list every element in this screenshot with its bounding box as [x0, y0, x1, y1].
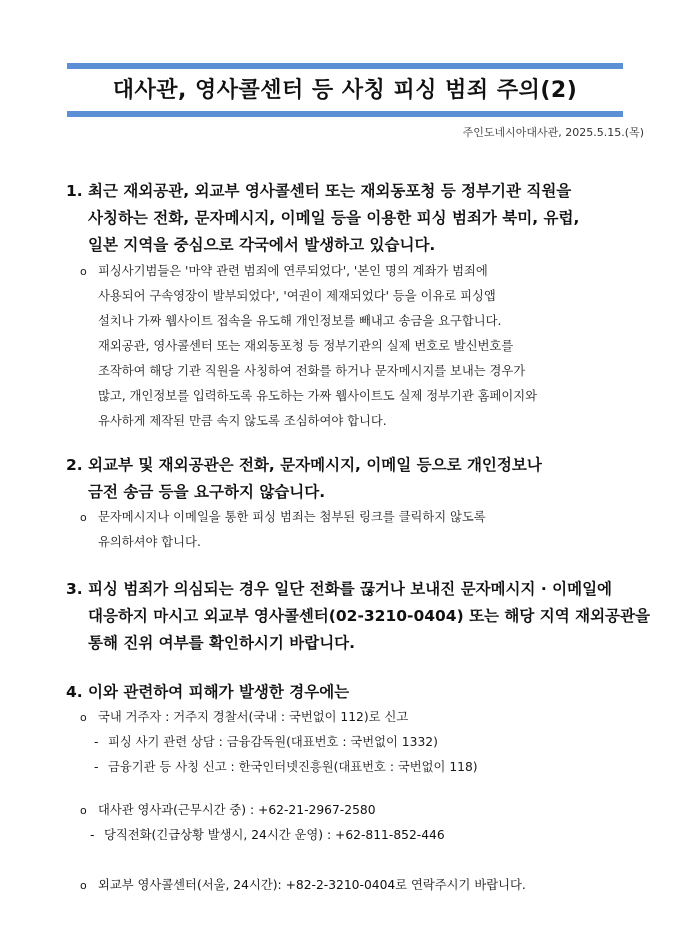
- section-number: 1.: [66, 182, 83, 200]
- contact-item: [80, 873, 526, 898]
- heading-line: 이와 관련하여 피해가 발생한 경우에는: [88, 683, 350, 701]
- section-number: 2.: [66, 456, 83, 474]
- item-text: 국내 거주자 : 거주지 경찰서(국내 : 국번없이 112)로 신고: [98, 710, 409, 724]
- list-item: [80, 730, 478, 755]
- issuer-date: 주인도네시아대사관, 2025.5.15.(목): [462, 126, 644, 139]
- heading-line: 통해 진위 여부를 확인하시기 바랍니다.: [88, 634, 356, 652]
- bullet-circle-icon: o: [80, 511, 87, 524]
- contact-text: 당직전화(긴급상황 발생시, 24시간 운영) : +62-811-852-446: [104, 828, 445, 842]
- list-item: [80, 755, 478, 780]
- title-bottom-rule: [67, 111, 623, 117]
- heading-line: 대응하지 마시고 외교부 영사콜센터(02-3210-0404) 또는 해당 지역 재외공관을: [88, 607, 650, 625]
- body-line: 피싱사기범들은 '마약 관련 범죄에 연루되었다', '본인 명의 계좌가 범죄에: [98, 264, 488, 278]
- body-line: 조작하여 해당 기관 직원을 사칭하여 전화를 하거나 문자메시지를 보내는 경우가: [98, 364, 526, 378]
- bullet-dash-icon: -: [90, 828, 95, 842]
- heading-line: 금전 송금 등을 요구하지 않습니다.: [88, 483, 326, 501]
- section-3-heading: [66, 576, 650, 657]
- heading-line: 피싱 범죄가 의심되는 경우 일단 전화를 끊거나 보내진 문자메시지 · 이메일에: [88, 580, 613, 598]
- body-line: 사용되어 구속영장이 발부되었다', '여권이 제재되었다' 등을 이유로 피싱앱: [98, 289, 496, 303]
- body-line: 유사하게 제작된 만큼 속지 않도록 조심하여야 합니다.: [98, 414, 387, 428]
- heading-line: 외교부 및 재외공관은 전화, 문자메시지, 이메일 등으로 개인정보나: [88, 456, 542, 474]
- contact-text: 대사관 영사과(근무시간 중) : +62-21-2967-2580: [98, 803, 376, 817]
- bullet-circle-icon: o: [80, 879, 87, 892]
- section-1-heading: [66, 178, 579, 259]
- section-2-heading: [66, 452, 542, 506]
- contact-item: [80, 798, 376, 823]
- bullet-circle-icon: o: [80, 804, 87, 817]
- body-line: 유의하셔야 합니다.: [98, 535, 201, 549]
- section-number: 4.: [66, 683, 83, 701]
- body-line: 많고, 개인정보를 입력하도록 유도하는 가짜 웹사이트도 실제 정부기관 홈페이지와: [98, 389, 538, 403]
- heading-line: 최근 재외공관, 외교부 영사콜센터 또는 재외동포청 등 정부기관 직원을: [88, 182, 572, 200]
- contact-text: 외교부 영사콜센터(서울, 24시간): +82-2-3210-0404로 연락주시기 바랍니다.: [98, 878, 526, 892]
- item-text: 피싱 사기 관련 상담 : 금융감독원(대표번호 : 국번없이 1332): [108, 735, 438, 749]
- list-item: [80, 705, 478, 730]
- body-line: 재외공관, 영사콜센터 또는 재외동포청 등 정부기관의 실제 번호로 발신번호를: [98, 339, 514, 353]
- title-top-rule: [67, 63, 623, 69]
- body-line: 문자메시지나 이메일을 통한 피싱 범죄는 첨부된 링크를 클릭하지 않도록: [98, 510, 486, 524]
- heading-line: 사칭하는 전화, 문자메시지, 이메일 등을 이용한 피싱 범죄가 북미, 유럽,: [88, 209, 580, 227]
- section-4-items: [80, 705, 478, 780]
- section-number: 3.: [66, 580, 83, 598]
- bullet-dash-icon: -: [94, 760, 99, 774]
- bullet-circle-icon: o: [80, 711, 87, 724]
- body-line: 설치나 가짜 웹사이트 접속을 유도해 개인정보를 빼내고 송금을 요구합니다.: [98, 314, 502, 328]
- heading-line: 일본 지역을 중심으로 각국에서 발생하고 있습니다.: [88, 236, 436, 254]
- item-text: 금융기관 등 사칭 신고 : 한국인터넷진흥원(대표번호 : 국번없이 118): [108, 760, 478, 774]
- section-2-body: [80, 505, 486, 555]
- contact-item: [90, 823, 445, 848]
- section-4-heading: [66, 679, 349, 706]
- section-1-body: [80, 259, 537, 434]
- document-title: 대사관, 영사콜센터 등 사칭 피싱 범죄 주의(2): [112, 78, 578, 103]
- bullet-circle-icon: o: [80, 265, 87, 278]
- bullet-dash-icon: -: [94, 735, 99, 749]
